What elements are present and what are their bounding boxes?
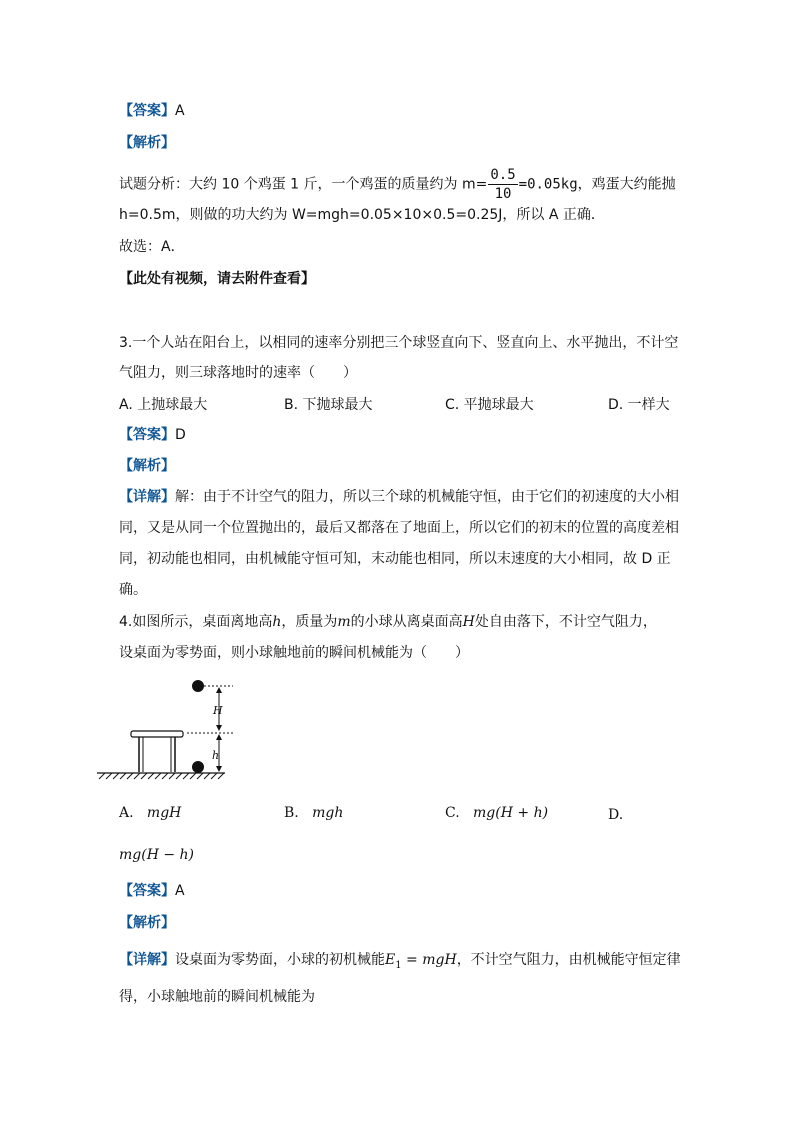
q3-answer-line: [119, 425, 186, 445]
analysis-tag: 【解析】: [119, 915, 175, 931]
mass-result: =0.05kg: [518, 176, 578, 193]
q2-conclusion: 故选：A．: [119, 239, 185, 255]
arrow-head: [216, 734, 222, 740]
detail-text: ，不计空气阻力，由机械能守恒定律: [456, 952, 681, 968]
q2-answer-line: [119, 101, 185, 121]
ball-ground: [192, 761, 204, 773]
q2-analysis-line2: h=0.5m，则做的功大约为 W=mgh=0.05×10×0.5=0.25J，所以 A 正确．: [119, 207, 605, 223]
q3-option-c: C. 平抛球最大: [445, 397, 534, 413]
analysis-text-cont: ，鸡蛋大约能抛: [577, 176, 676, 193]
fraction-numerator: 0.5: [490, 167, 516, 183]
option-letter: C.: [445, 805, 460, 821]
analysis-tag: 【解析】: [119, 458, 175, 474]
q4-detail-line1: [119, 950, 681, 976]
answer-value: D: [175, 427, 186, 443]
arrow-head: [216, 766, 222, 772]
q3-stem-line2: 气阻力，则三球落地时的速率（ ）: [119, 365, 357, 381]
var-h: h: [272, 614, 282, 630]
detail-tag: 【详解】: [119, 952, 175, 968]
q3-option-d: D. 一样大: [608, 397, 670, 413]
q3-detail-line1: [119, 487, 679, 507]
stem-text: 处自由落下，不计空气阻力，: [474, 614, 657, 630]
option-expr: mg(H − h): [119, 847, 195, 863]
fraction-denominator: 10: [494, 186, 512, 202]
analysis-tag: 【解析】: [119, 135, 175, 151]
fraction: [488, 166, 517, 203]
detail-tag: 【详解】: [119, 489, 175, 505]
q3-detail-line4: 确。: [119, 582, 147, 598]
stem-text: 4.如图所示，桌面离地高: [119, 614, 273, 630]
q3-option-b: B. 下抛球最大: [284, 397, 373, 413]
equation-lhs: E: [385, 952, 396, 968]
stem-text: 的小球从离桌面高: [350, 614, 463, 630]
q3-analysis-tag: [119, 456, 175, 476]
detail-text: 解：由于不计空气的阻力，所以三个球的机械能守恒，由于它们的初速度的大小相: [175, 489, 679, 505]
label-h: h: [212, 749, 220, 762]
answer-tag: 【答案】: [119, 883, 175, 899]
label-H: H: [213, 704, 223, 717]
var-H: H: [462, 614, 475, 630]
q4-stem-line1: [119, 612, 657, 632]
var-m: m: [337, 614, 351, 630]
answer-tag: 【答案】: [119, 103, 175, 119]
answer-tag: 【答案】: [119, 427, 175, 443]
ball-top: [192, 680, 204, 692]
ground-hatch: [99, 773, 224, 779]
q4-option-d-expr: [119, 845, 194, 865]
answer-value: A: [175, 103, 185, 119]
q4-detail-line2: 得，小球触地前的瞬间机械能为: [119, 989, 315, 1005]
q2-analysis-line1: [119, 166, 676, 202]
q4-option-c: [445, 803, 548, 823]
option-expr: mgH: [146, 805, 182, 821]
q3-detail-line3: 同，初动能也相同，由机械能守恒可知，末动能也相同，所以末速度的大小相同，故 D 正: [119, 551, 671, 567]
analysis-text: 试题分析：大约 10 个鸡蛋 1 斤，一个鸡蛋的质量约为 m=: [119, 176, 488, 193]
arrow-head: [216, 687, 222, 693]
q2-analysis-tag: [119, 133, 175, 153]
equation-rhs: = mgH: [401, 952, 457, 968]
q4-option-a: [119, 803, 181, 823]
equation-subscript: 1: [395, 959, 402, 971]
q4-option-b: [284, 803, 343, 823]
q4-analysis-tag: [119, 913, 175, 933]
q4-figure: [95, 676, 245, 784]
q4-option-d: [608, 805, 623, 825]
option-letter: A.: [119, 805, 134, 821]
arrow-head: [216, 725, 222, 731]
answer-value: A: [175, 883, 185, 899]
option-expr: mgh: [312, 805, 344, 821]
q3-option-a: A. 上抛球最大: [119, 397, 208, 413]
q4-stem-line2: 设桌面为零势面，则小球触地前的瞬间机械能为（ ）: [119, 645, 469, 661]
table-top: [131, 731, 183, 737]
q3-stem-line1: 3.一个人站在阳台上，以相同的速率分别把三个球竖直向下、竖直向上、水平抛出，不计空: [119, 335, 679, 351]
stem-text: ，质量为: [281, 614, 338, 630]
q2-video-note: 【此处有视频，请去附件查看】: [119, 271, 315, 287]
option-expr: mg(H + h): [473, 805, 549, 821]
detail-text: 设桌面为零势面，小球的初机械能: [175, 952, 385, 968]
q4-answer-line: [119, 881, 185, 901]
q3-detail-line2: 同，又是从同一个位置抛出的，最后又都落在了地面上，所以它们的初末的位置的高度差相: [119, 520, 679, 536]
option-letter: B.: [284, 805, 299, 821]
option-letter: D.: [608, 807, 624, 823]
